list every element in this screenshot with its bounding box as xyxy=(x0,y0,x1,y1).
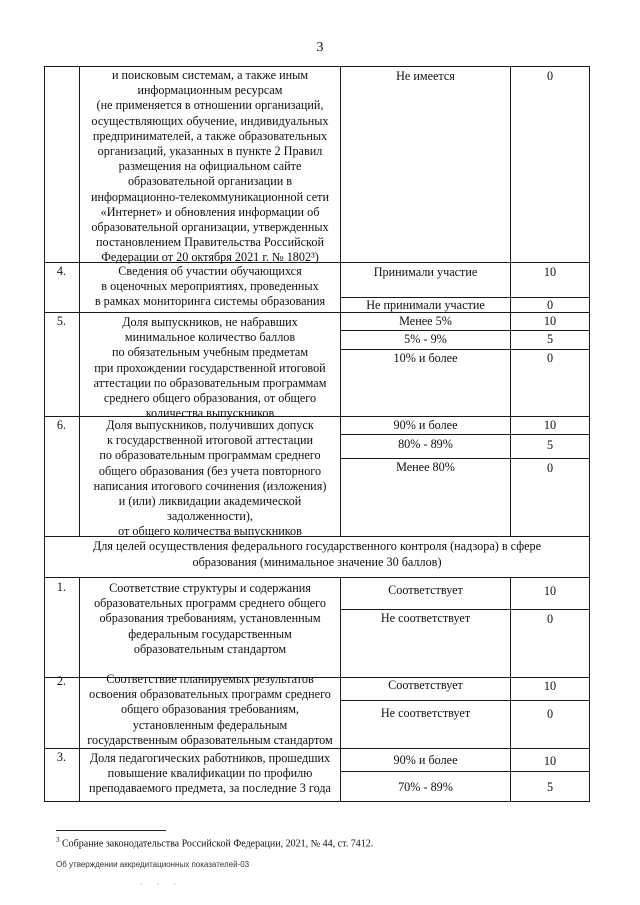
option-label: Соответствует xyxy=(388,678,463,692)
table-left-border xyxy=(44,66,45,802)
option-label: 10% и более xyxy=(393,351,458,365)
row-number: 3. xyxy=(56,750,67,764)
option-separator xyxy=(340,771,590,772)
option-score: 10 xyxy=(543,265,557,279)
table-bottom-border xyxy=(44,801,590,802)
option-label: 90% и более xyxy=(393,418,458,432)
section-header: Для целей осуществления федерального государственного контроля (надзора) в сфере образования (минимальное значение 30 баллов) xyxy=(92,539,542,569)
page-number: 3 xyxy=(316,40,324,55)
row-number: 2. xyxy=(56,674,67,688)
footnote xyxy=(56,836,373,849)
option-separator xyxy=(340,349,590,350)
row-separator xyxy=(44,577,590,578)
indicator-name: и поисковым системам, а также иным информационным ресурсам (не применяется в отношении организаций, осуществляющих обучение, индивидуальных предпринимателей, а также образовательных организаций, указанных в пункте 2 Правил размещения на официальном сайте образовательной организации в информационно-телекоммуникационной сети «Интернет» и обновления информации об образовательной организации, утвержденных постановлением Правительства Российской Федерации от 20 октября 2021 г. № 1802³) xyxy=(90,68,330,265)
option-score: 10 xyxy=(543,754,557,768)
option-label: Не соответствует xyxy=(380,706,471,720)
option-label: 80% - 89% xyxy=(398,437,453,451)
option-label: Соответствует xyxy=(388,583,463,597)
option-score: 0 xyxy=(546,461,554,475)
footnote-marker: 3 xyxy=(56,836,60,844)
option-score: 10 xyxy=(543,584,557,598)
option-separator xyxy=(340,609,590,610)
indicator-name: Соответствие планируемых результатов освоения образовательных программ среднего общего образования требованиям, установленным федеральным государственным образовательным стандартом xyxy=(87,672,333,747)
option-label: Менее 80% xyxy=(396,460,455,474)
option-separator xyxy=(340,434,590,435)
option-score: 5 xyxy=(546,332,554,346)
option-label: Не принимали участие xyxy=(366,298,485,312)
option-score: 5 xyxy=(546,438,554,452)
option-score: 0 xyxy=(546,707,554,721)
accreditation-indicators-table xyxy=(44,66,590,802)
scan-artifact: · · · xyxy=(140,880,182,889)
option-label: Принимали участие xyxy=(373,265,478,279)
table-top-border xyxy=(44,66,590,67)
option-score: 10 xyxy=(543,418,557,432)
indicator-name: Доля выпускников, не набравших минимальное количество баллов по обязательным учебным предметам при прохождении государственной итоговой аттестации по образовательным программам среднего общего образования, от общего количества выпускников xyxy=(93,315,327,421)
row-separator xyxy=(44,748,590,749)
indicator-name: Доля педагогических работников, прошедших повышение квалификации по профилю преподаваемого предмета, за последние 3 года xyxy=(89,751,331,796)
row-number: 4. xyxy=(56,264,67,278)
indicator-name: Сведения об участии обучающихся в оценочных мероприятиях, проведенных в рамках мониторинга системы образования xyxy=(94,264,326,309)
option-score: 5 xyxy=(546,780,554,794)
row-number: 1. xyxy=(56,580,67,594)
option-score: 0 xyxy=(546,298,554,312)
row-number: 5. xyxy=(56,314,67,328)
option-separator xyxy=(340,458,590,459)
option-label: 5% - 9% xyxy=(404,332,447,346)
document-footer: Об утверждении аккредитационных показателей-03 xyxy=(56,860,250,869)
option-score: 10 xyxy=(543,314,557,328)
option-score: 0 xyxy=(546,351,554,365)
option-separator xyxy=(340,700,590,701)
indicator-name: Доля выпускников, получивших допуск к государственной итоговой аттестации по образовательным программам среднего общего образования (без учета повторного написания итогового сочинения (изложения) и (или) ликвидации академической задолженности), от общего количества выпускников xyxy=(93,418,327,539)
option-score: 0 xyxy=(546,612,554,626)
option-score: 0 xyxy=(546,69,554,83)
option-label: 90% и более xyxy=(393,753,458,767)
option-score: 10 xyxy=(543,679,557,693)
option-label: Не соответствует xyxy=(380,611,471,625)
option-label: Не имеется xyxy=(396,69,455,83)
option-separator xyxy=(340,330,590,331)
row-number: 6. xyxy=(56,418,67,432)
footnote-text: Собрание законодательства Российской Федерации, 2021, № 44, ст. 7412. xyxy=(62,838,374,850)
footnote-separator xyxy=(56,830,166,831)
option-label: 70% - 89% xyxy=(398,780,453,794)
option-label: Менее 5% xyxy=(399,314,452,328)
indicator-name: Соответствие структуры и содержания образовательных программ среднего общего образования требованиям, установленным федеральным государственным образовательным стандартом xyxy=(94,581,326,656)
